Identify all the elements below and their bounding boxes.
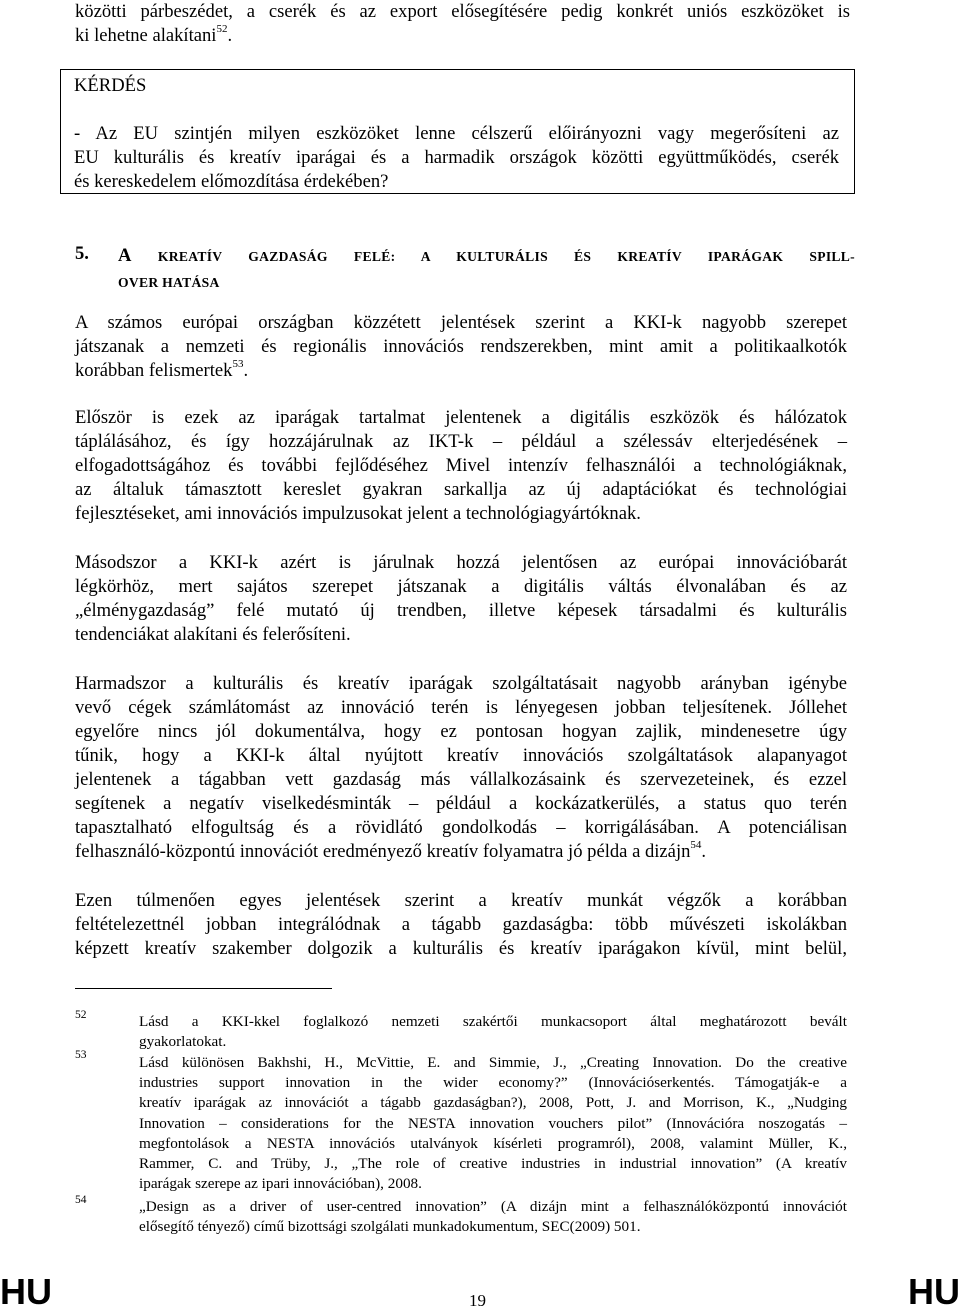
section-title-line [118,243,855,270]
text-line: feltételezettnél jobban integrálódnak a tágabb gazdaságba: több művészeti iskolákban [75,914,847,935]
text-line [75,359,847,383]
text-line: A számos európai országban közzétett jelentések szerint a KKI-k nagyobb szerepet [75,312,847,333]
paragraph [75,672,847,864]
text-line [75,24,850,48]
text-line: Másodszor a KKI-k azért is járulnak hozzá jelentősen az európai innovációbarát [75,552,847,573]
text-fragment: korábban felismertek [75,360,233,381]
text-line: fejlesztéseket, ami innovációs impulzusokat jelent a technológiagyártóknak. [75,503,641,524]
text-line: iparágak szerepe az ipari innovációban), 2008. [139,1175,422,1193]
question-box [60,69,855,194]
text-line: tendenciákat alakítani és felerősíteni. [75,624,351,645]
section-title-line: OVER HATÁSA [118,275,220,290]
section-title [118,243,855,296]
text-line: képzett kreatív szakember dolgozik a kulturális és kreatív iparágakon kívül, mint belül, [75,938,847,959]
text-line: kreatív iparágak az innovációt a tágabb gazdaságban?), 2008, Pott, J. and Morrison, K., „Nudging [139,1094,847,1112]
text-line: vevő cégek számlátomást az innováció terén is lényegesen jobban teljesítenek. Jóllehet [75,697,847,718]
question-title: KÉRDÉS [74,75,147,96]
footnote-text [139,1012,847,1052]
text-line: segítenek a negatív viselkedésminták – például a kockázatkerülés, a status quo terén [75,793,847,814]
text-line: közötti párbeszédet, a cserék és az export elősegítésére pedig konkrét uniós eszközöket is [75,1,850,22]
text-line: Először is ezek az iparágak tartalmat jelentenek a digitális eszközök és hálózatok [75,407,847,428]
text-line: elősegítő tényező) című bizottsági szolgálati munkadokumentum, SEC(2009) 501. [139,1218,641,1236]
text-line: Ezen túlmenően egyes jelentések szerint a kreatív munkát végzők a korábban [75,890,847,911]
section-number: 5. [75,243,89,264]
paragraph [75,889,847,961]
text-line: jelentenek a tágabban vett gazdaság más vállalkozásaink és szervezeteinek, és ezzel [75,769,847,790]
text-fragment: . [227,25,233,46]
text-line: és kereskedelem előmozdítása érdekében? [74,171,389,192]
text-line: gyakorlatokat. [139,1033,227,1051]
text-fragment: . [243,360,249,381]
text-line [75,840,847,864]
question-text [74,122,839,194]
text-line: Harmadszor a kulturális és kreatív iparágak szolgáltatásait nagyobb arányban igénybe [75,673,847,694]
intro-paragraph [75,0,850,48]
language-code-left: HU [0,1271,52,1312]
text-line: elfogadottságához és további fejlődéséhez Mivel intenzív felhasználói a technológiáknak, [75,455,847,476]
text-line: légkörhöz, mert sajátos szerepet játszanak a digitális váltás élvonalában és az [75,576,847,597]
text-line: tűnik, hogy a KKI-k által nyújtott kreatív innovációs szolgáltatások alapanyagot [75,745,847,766]
text-line: egyelőre nincs jól dokumentálva, hogy ez pontosan hogyan zajlik, mindenesetre úgy [75,721,847,742]
text-line: EU kulturális és kreatív iparágai és a harmadik országok közötti együttműködés, cserék [74,147,839,168]
title-rest: KREATÍV GAZDASÁG FELÉ: A KULTURÁLIS ÉS KREATÍV IPARÁGAK SPILL- [131,249,855,264]
footnote-number: 54 [75,1194,87,1206]
page-number: 19 [469,1291,486,1310]
text-line: Innovation – considerations for the NESTA innovation vouchers pilot” (Innovációra noszogatás – [139,1114,847,1132]
text-line: Rammer, C. and Trüby, J., „The role of creative industries in industrial innovation” (A kreatív [139,1155,847,1173]
footnote-number: 53 [75,1049,87,1061]
language-code-right: HU [908,1271,960,1312]
paragraph [75,406,847,526]
text-line: az általuk támasztott kereslet gyakran sarkallja az új adaptációkat és technológiai [75,479,847,500]
text-line: táplálásához, és így hozzájárulnak az IKT-k – például a szélessáv elterjedésének – [75,431,847,452]
text-line: tapasztalható elfogultság és a rövidlátó gondolkodás – korrigálásában. A potenciálisan [75,817,847,838]
text-line: Lásd különösen Bakhshi, H., McVittie, E. and Simmie, J., „Creating Innovation. Do the creative [139,1054,847,1071]
paragraph [75,551,847,647]
footnote-number: 52 [75,1009,87,1021]
text-fragment: ki lehetne alakítani [75,25,217,46]
text-line: „Design as a driver of user-centred innovation” (A dizájn mint a felhasználóközpontú innovációt [139,1198,847,1215]
text-fragment: felhasználó-központú innovációt eredményező kreatív folyamatra jó példa a dizájn [75,841,691,862]
text-line: industries support innovation in the wider economy?” (Innovációserkentés. Támogatják-e a [139,1074,847,1092]
text-line: - Az EU szintjén milyen eszközöket lenne célszerű előirányozni vagy megerősíteni az [74,123,839,144]
title-initial: A [118,245,132,266]
text-line: játszanak a nemzeti és regionális innovációs rendszerekben, mint amit a politikaalkotók [75,336,847,357]
text-line: „élménygazdaság” felé mutató új trendben, illetve képesek társadalmi és kulturális [75,600,847,621]
footnote-ref[interactable]: 53 [232,357,244,370]
text-fragment: . [701,841,707,862]
footnote-ref[interactable]: 54 [690,838,702,851]
paragraph [75,311,847,383]
footnote-text [139,1053,847,1194]
footnote-separator [75,988,332,989]
footnote-text [139,1197,847,1237]
text-line: megfontolások a NESTA innovációs utalványok kísérleti programról), 2008, valamint Müller, K., [139,1134,847,1152]
footnote-ref[interactable]: 52 [216,22,228,35]
text-line: Lásd a KKI-kkel foglalkozó nemzeti szakértői munkacsoport által meghatározott bevált [139,1013,847,1030]
